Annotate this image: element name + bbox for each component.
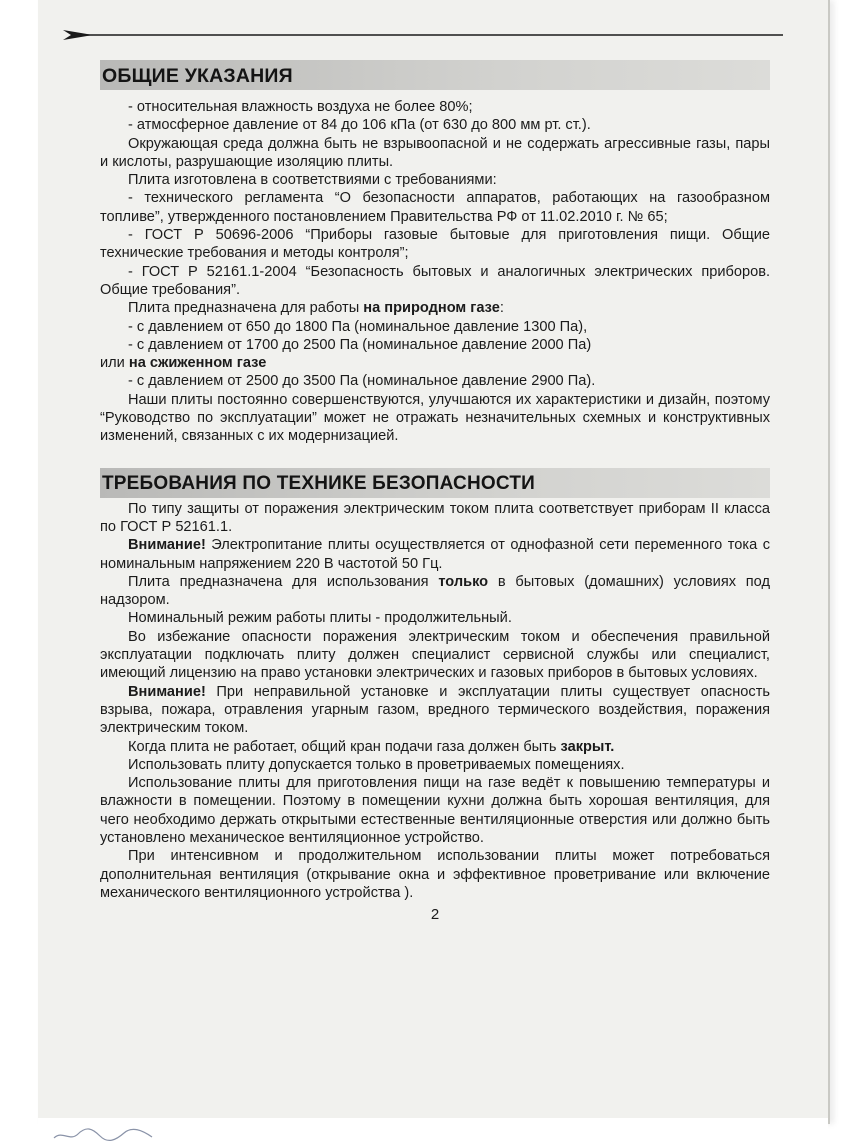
text-natural-gas-bold: на природном газе (363, 300, 500, 317)
text-gas-valve-pre: Когда плита не работает, общий кран подачи газа должен быть (128, 738, 561, 755)
paragraph-kitchen-ventilation: Использование плиты для приготовления пищи на газе ведёт к повышению температуры и влажности в помещении. Поэтому в помещении кухни должна быть хорошая вентиляция, для чего необходимо держать открытыми естественные вентиляционные отверстия или должно быть установлено механическое вентиляционное устройство. (100, 775, 770, 846)
text-danger: При неправильной установке и эксплуатации плиты существует опасность взрыва, пожара, отравления угарным газом, вредного термического воздействия, поражения электрическим током. (100, 683, 770, 737)
paragraph-natural-gas (100, 299, 770, 317)
paragraph-ventilated-rooms: Использовать плиту допускается только в проветриваемых помещениях. (128, 756, 625, 773)
paragraph-pressure-1300: - с давлением от 650 до 1800 Па (номинальное давление 1300 Па), (128, 318, 588, 335)
page-number: 2 (430, 906, 440, 924)
paragraph-household-use (100, 573, 770, 610)
handwritten-scribble (52, 1124, 182, 1144)
paragraph-danger-warning (100, 683, 770, 738)
text-household-bold: только (438, 573, 489, 590)
paragraph-humidity: - относительная влажность воздуха не более 80%; (128, 99, 473, 115)
paragraph-pressure: - атмосферное давление от 84 до 106 кПа (от 630 до 800 мм рт. ст.). (128, 117, 591, 134)
paragraph-installation-specialist: Во избежание опасности поражения электрическим током и обеспечения правильной эксплуатации подключать плиту должен специалист сервисной службы или специалист, имеющий лицензию на право установки электрических и газовых приборов в бытовых условиях. (100, 628, 770, 682)
paragraph-pressure-2000: - с давлением от 1700 до 2500 Па (номинальное давление 2000 Па) (128, 336, 592, 353)
paragraph-environment: Окружающая среда должна быть не взрывоопасной и не содержать агрессивные газы, пары и кислоты, разрушающие изоляцию плиты. (100, 135, 770, 170)
text-liquefied-pre: или (100, 355, 129, 372)
text-warning-label-2: Внимание! (128, 683, 206, 700)
header-arrow-rule (63, 28, 783, 42)
paragraph-liquefied-gas (100, 354, 770, 372)
paragraph-requirements-intro: Плита изготовлена в соответствиями с требованиями: (128, 172, 497, 189)
section-heading-general: ОБЩИЕ УКАЗАНИЯ (100, 60, 770, 90)
paragraph-gost-52161: - ГОСТ Р 52161.1-2004 “Безопасность бытовых и аналогичных электрических приборов. Общие требования”. (100, 263, 770, 298)
text-household-pre: Плита предназначена для использования (128, 573, 439, 590)
text-household-post: в бытовых (домашних) условиях под надзором. (100, 573, 770, 609)
text-natural-gas-pre: Плита предназначена для работы (128, 300, 364, 317)
text-gas-valve-bold: закрыт. (560, 738, 615, 755)
text-warning-label: Внимание! (128, 537, 206, 554)
paragraph-tech-regulation: - технического регламента “О безопасности аппаратов, работающих на газообразном топливе”, утвержденного постановлением Правительства РФ от 11.02.2010 г. № 65; (100, 190, 770, 225)
paragraph-gost-50696: - ГОСТ Р 50696-2006 “Приборы газовые бытовые для приготовления пищи. Общие технические требования и методы контроля”; (100, 227, 770, 262)
text-power-supply: Электропитание плиты осуществляется от однофазной сети переменного тока с номинальным напряжением 220 В частотой 50 Гц. (100, 537, 770, 572)
paragraph-pressure-2900: - с давлением от 2500 до 3500 Па (номинальное давление 2900 Па). (128, 373, 596, 390)
paragraph-protection-class: По типу защиты от поражения электрическим током плита соответствует приборам II класса по ГОСТ Р 52161.1. (100, 500, 770, 535)
paragraph-additional-ventilation: При интенсивном и продолжительном использовании плиты может потребоваться дополнительная вентиляция (открывание окна и эффективное проветривание или включение механического вентиляционного устройства ). (100, 848, 770, 901)
paragraph-gas-valve (100, 738, 770, 756)
paragraph-improvements: Наши плиты постоянно совершенствуются, улучшаются их характеристики и дизайн, поэтому “Руководство по эксплуатации” может не отражать незначительных схемных и конструктивных изменений, связанных с их модернизацией. (100, 391, 770, 445)
text-natural-gas-post: : (499, 300, 504, 317)
page-content (100, 60, 770, 924)
paragraph-operating-mode: Номинальный режим работы плиты - продолжительный. (128, 610, 512, 627)
section-heading-safety: ТРЕБОВАНИЯ ПО ТЕХНИКЕ БЕЗОПАСНОСТИ (100, 468, 770, 498)
text-liquefied-bold: на сжиженном газе (128, 355, 267, 372)
paragraph-power-supply (100, 536, 770, 573)
